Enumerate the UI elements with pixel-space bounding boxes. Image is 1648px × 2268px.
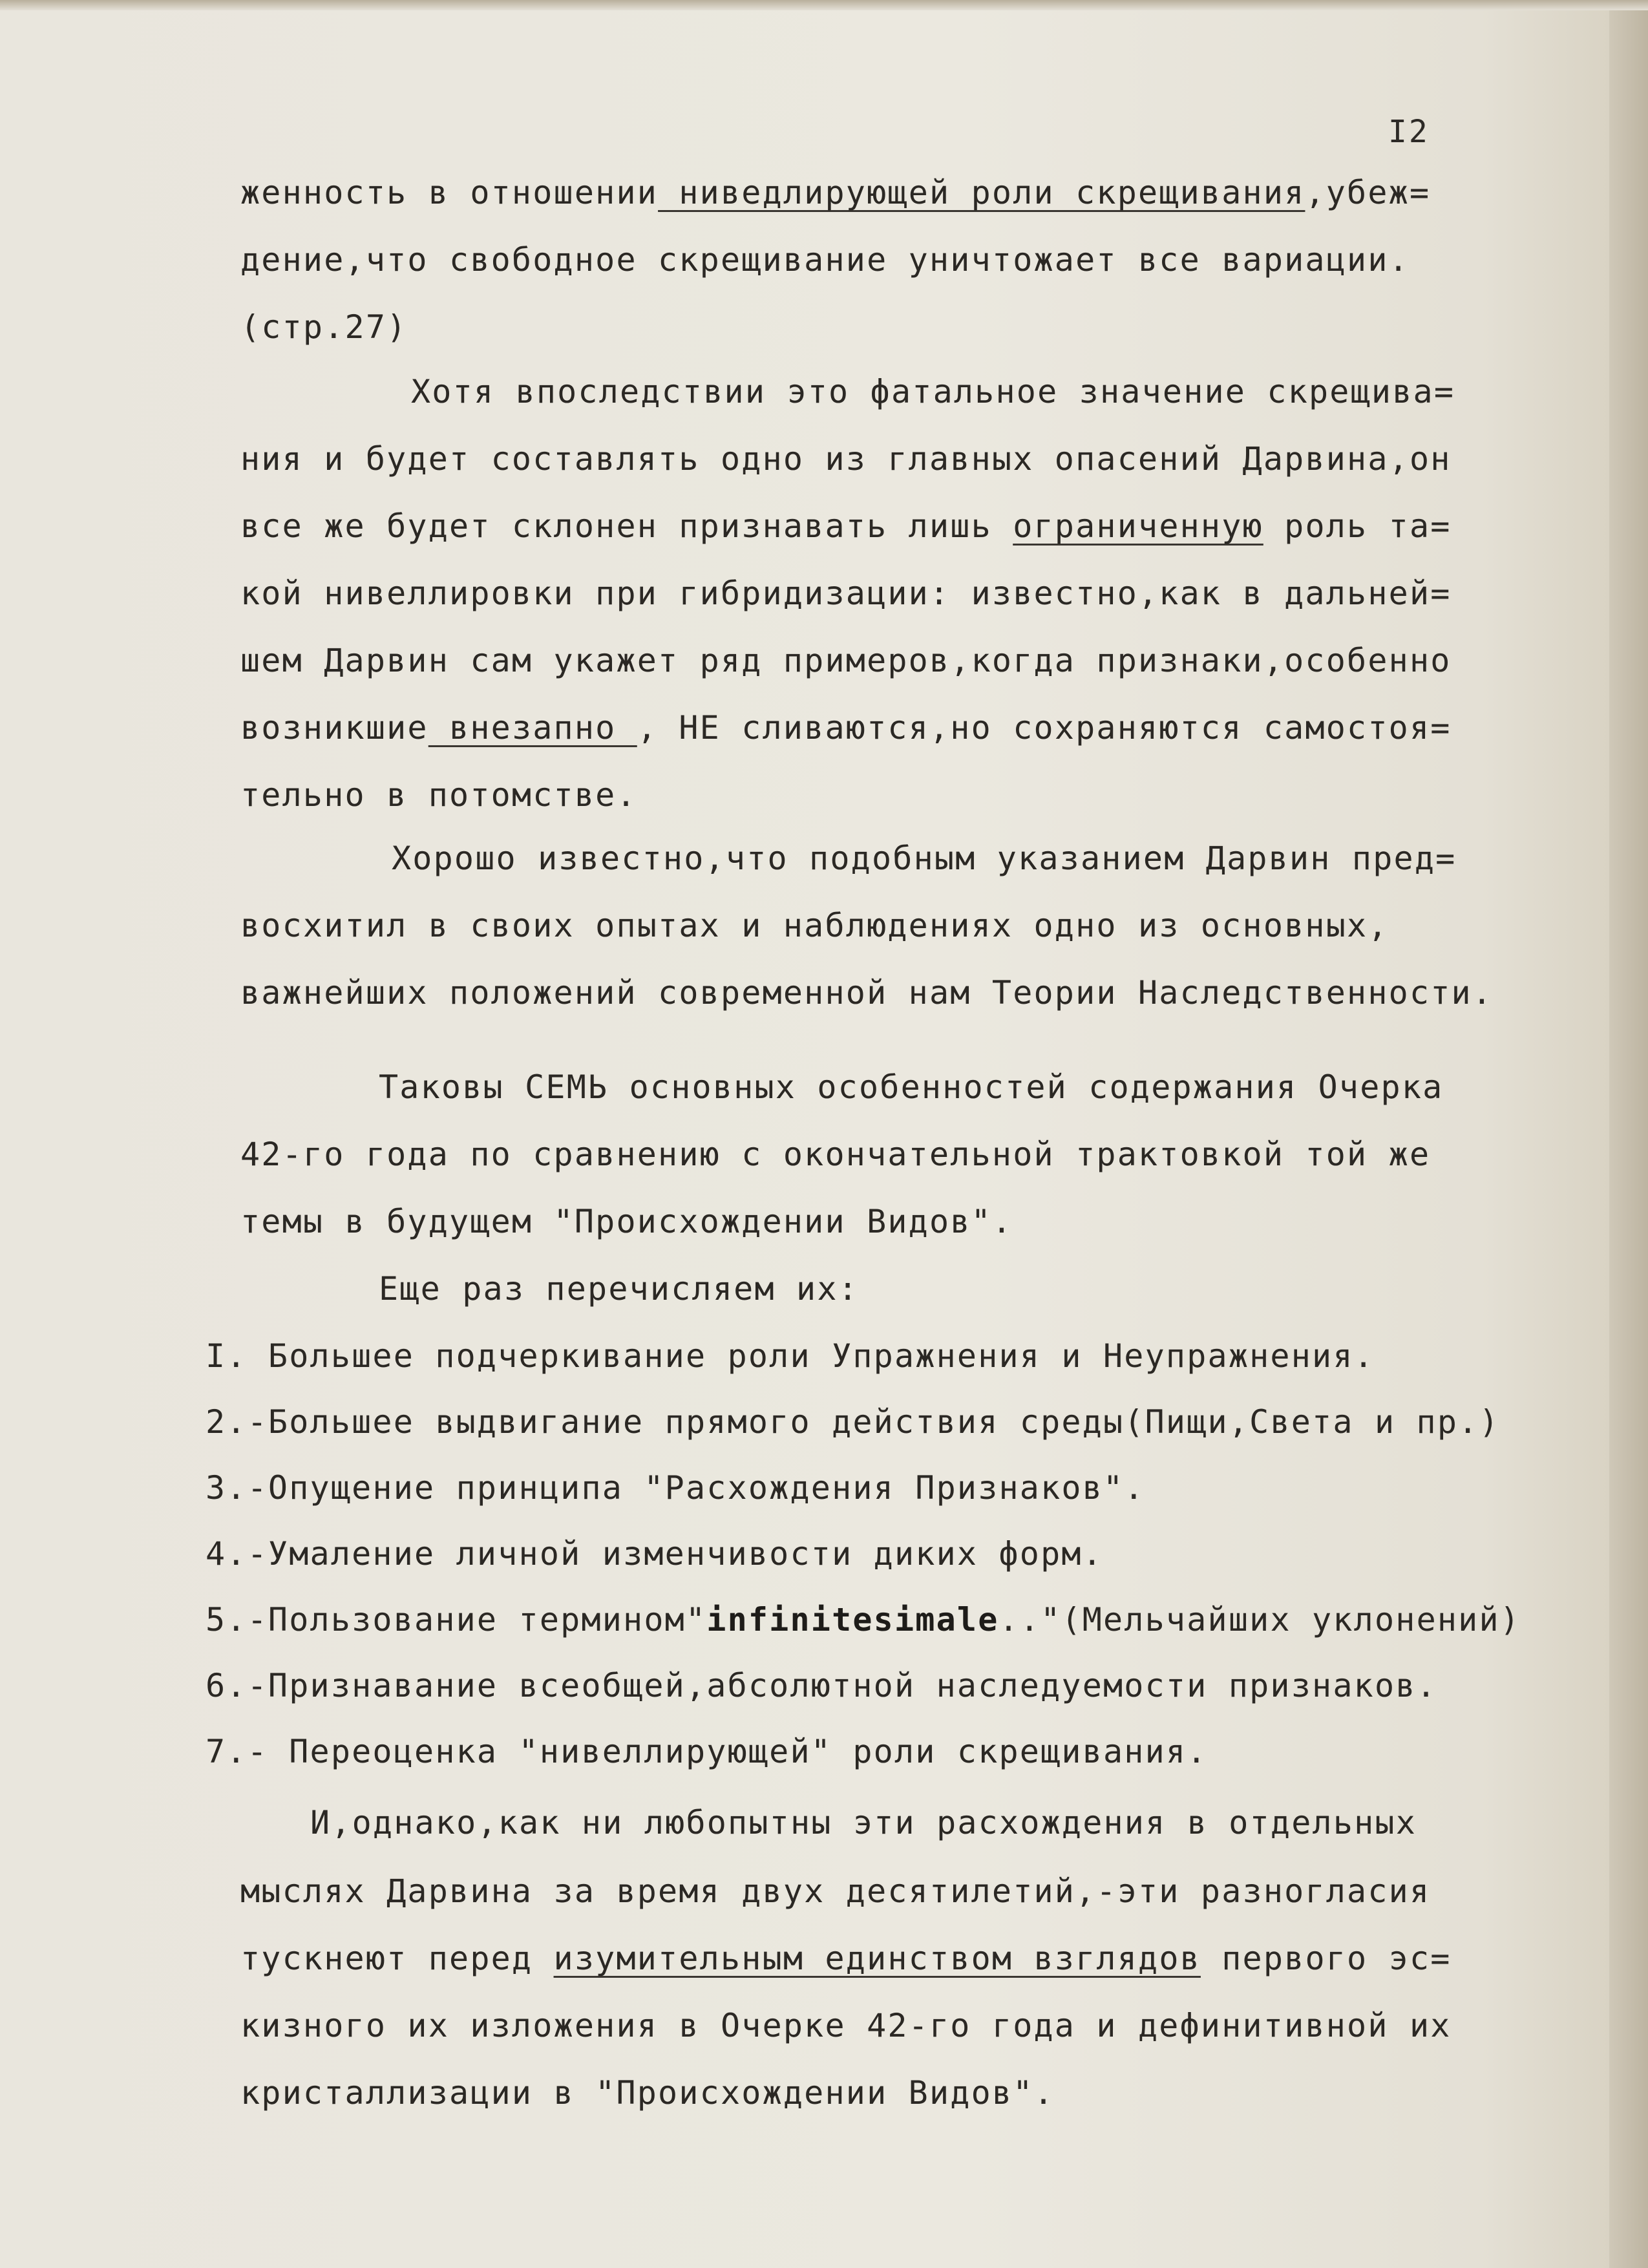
text-segment: женность в отношении — [240, 174, 659, 211]
paragraph-1-line-2: дение,что свободное скрещивание уничтожает все вариации. — [240, 241, 1410, 279]
paragraph-3-line-1: Хорошо известно,что подобным указанием Дарвин пред= — [392, 840, 1457, 877]
text-segment: роль та= — [1263, 507, 1452, 545]
list-item-1: I. Большее подчеркивание роли Упражнения и Неупражнения. — [206, 1337, 1375, 1375]
paragraph-2-line-5: шем Дарвин сам укажет ряд примеров,когда признаки,особенно — [240, 642, 1452, 679]
text-segment: 5.-Пользование термином" — [206, 1601, 707, 1638]
paragraph-4-line-2: 42-го года по сравнению с окончательной трактовкой той же — [240, 1136, 1431, 1173]
latin-term: infinitesimale — [706, 1601, 999, 1638]
list-item-6: 6.-Признавание всеобщей,абсолютной наследуемости признаков. — [206, 1667, 1437, 1704]
page-number: I2 — [1388, 114, 1430, 150]
paragraph-4-line-4: Еще раз перечисляем их: — [379, 1270, 859, 1308]
text-segment: все же будет склонен признавать лишь — [240, 507, 1013, 545]
paragraph-4-line-3: темы в будущем "Происхождении Видов". — [240, 1203, 1013, 1240]
paragraph-3-line-3: важнейших положений современной нам Теории Наследственности. — [240, 974, 1494, 1012]
text-segment: первого эс= — [1200, 1940, 1452, 1977]
text-segment: тускнеют перед — [240, 1940, 554, 1977]
paragraph-2-line-7: тельно в потомстве. — [240, 776, 637, 814]
list-item-7: 7.- Переоценка "нивеллирующей" роли скрещивания. — [206, 1733, 1208, 1770]
paragraph-2-line-4: кой нивеллировки при гибридизации: известно,как в дальней= — [240, 575, 1452, 612]
paragraph-1-line-1 — [240, 173, 1430, 212]
paragraph-5-line-5: кристаллизации в "Происхождении Видов". — [240, 2074, 1055, 2112]
underlined-phrase: изумительным единством взглядов — [553, 1940, 1201, 1977]
underlined-word: внезапно — [428, 709, 637, 747]
underlined-phrase: ниведлирующей роли скрещивания — [658, 174, 1305, 211]
text-segment: .."(Мельчайших уклонений) — [998, 1601, 1521, 1638]
text-segment: , НЕ сливаются,но сохраняются самостоя= — [637, 709, 1452, 747]
text-segment: возникшие — [240, 709, 428, 747]
top-page-edge — [0, 0, 1648, 10]
paragraph-2-line-1: Хотя впоследствии это фатальное значение скрещива= — [411, 373, 1455, 410]
list-item-5 — [206, 1600, 1521, 1639]
paragraph-4-line-1: Таковы СЕМЬ основных особенностей содержания Очерка — [379, 1068, 1444, 1106]
text-segment: ,убеж= — [1305, 174, 1431, 211]
paragraph-5-line-2: мыслях Дарвина за время двух десятилетий,-эти разногласия — [240, 1872, 1431, 1910]
paragraph-5-line-4: кизного их изложения в Очерке 42-го года и дефинитивной их — [240, 2007, 1452, 2044]
paragraph-2-line-2: ния и будет составлять одно из главных опасений Дарвина,он — [240, 440, 1452, 478]
paragraph-5-line-3 — [240, 1939, 1452, 1978]
page-edge — [1609, 0, 1648, 2268]
list-item-4: 4.-Умаление личной изменчивости диких форм. — [206, 1535, 1104, 1573]
paragraph-1-line-3: (стр.27) — [240, 308, 408, 346]
paragraph-5-line-1: И,однако,как ни любопытны эти расхождения в отдельных — [310, 1804, 1417, 1841]
paragraph-3-line-2: восхитил в своих опытах и наблюдениях одно из основных, — [240, 907, 1389, 944]
list-item-3: 3.-Опущение принципа "Расхождения Признаков". — [206, 1469, 1145, 1507]
list-item-2: 2.-Большее выдвигание прямого действия среды(Пищи,Света и пр.) — [206, 1403, 1500, 1441]
paragraph-2-line-6 — [240, 708, 1452, 747]
paragraph-2-line-3 — [240, 507, 1452, 546]
underlined-word: ограниченную — [1013, 507, 1263, 545]
